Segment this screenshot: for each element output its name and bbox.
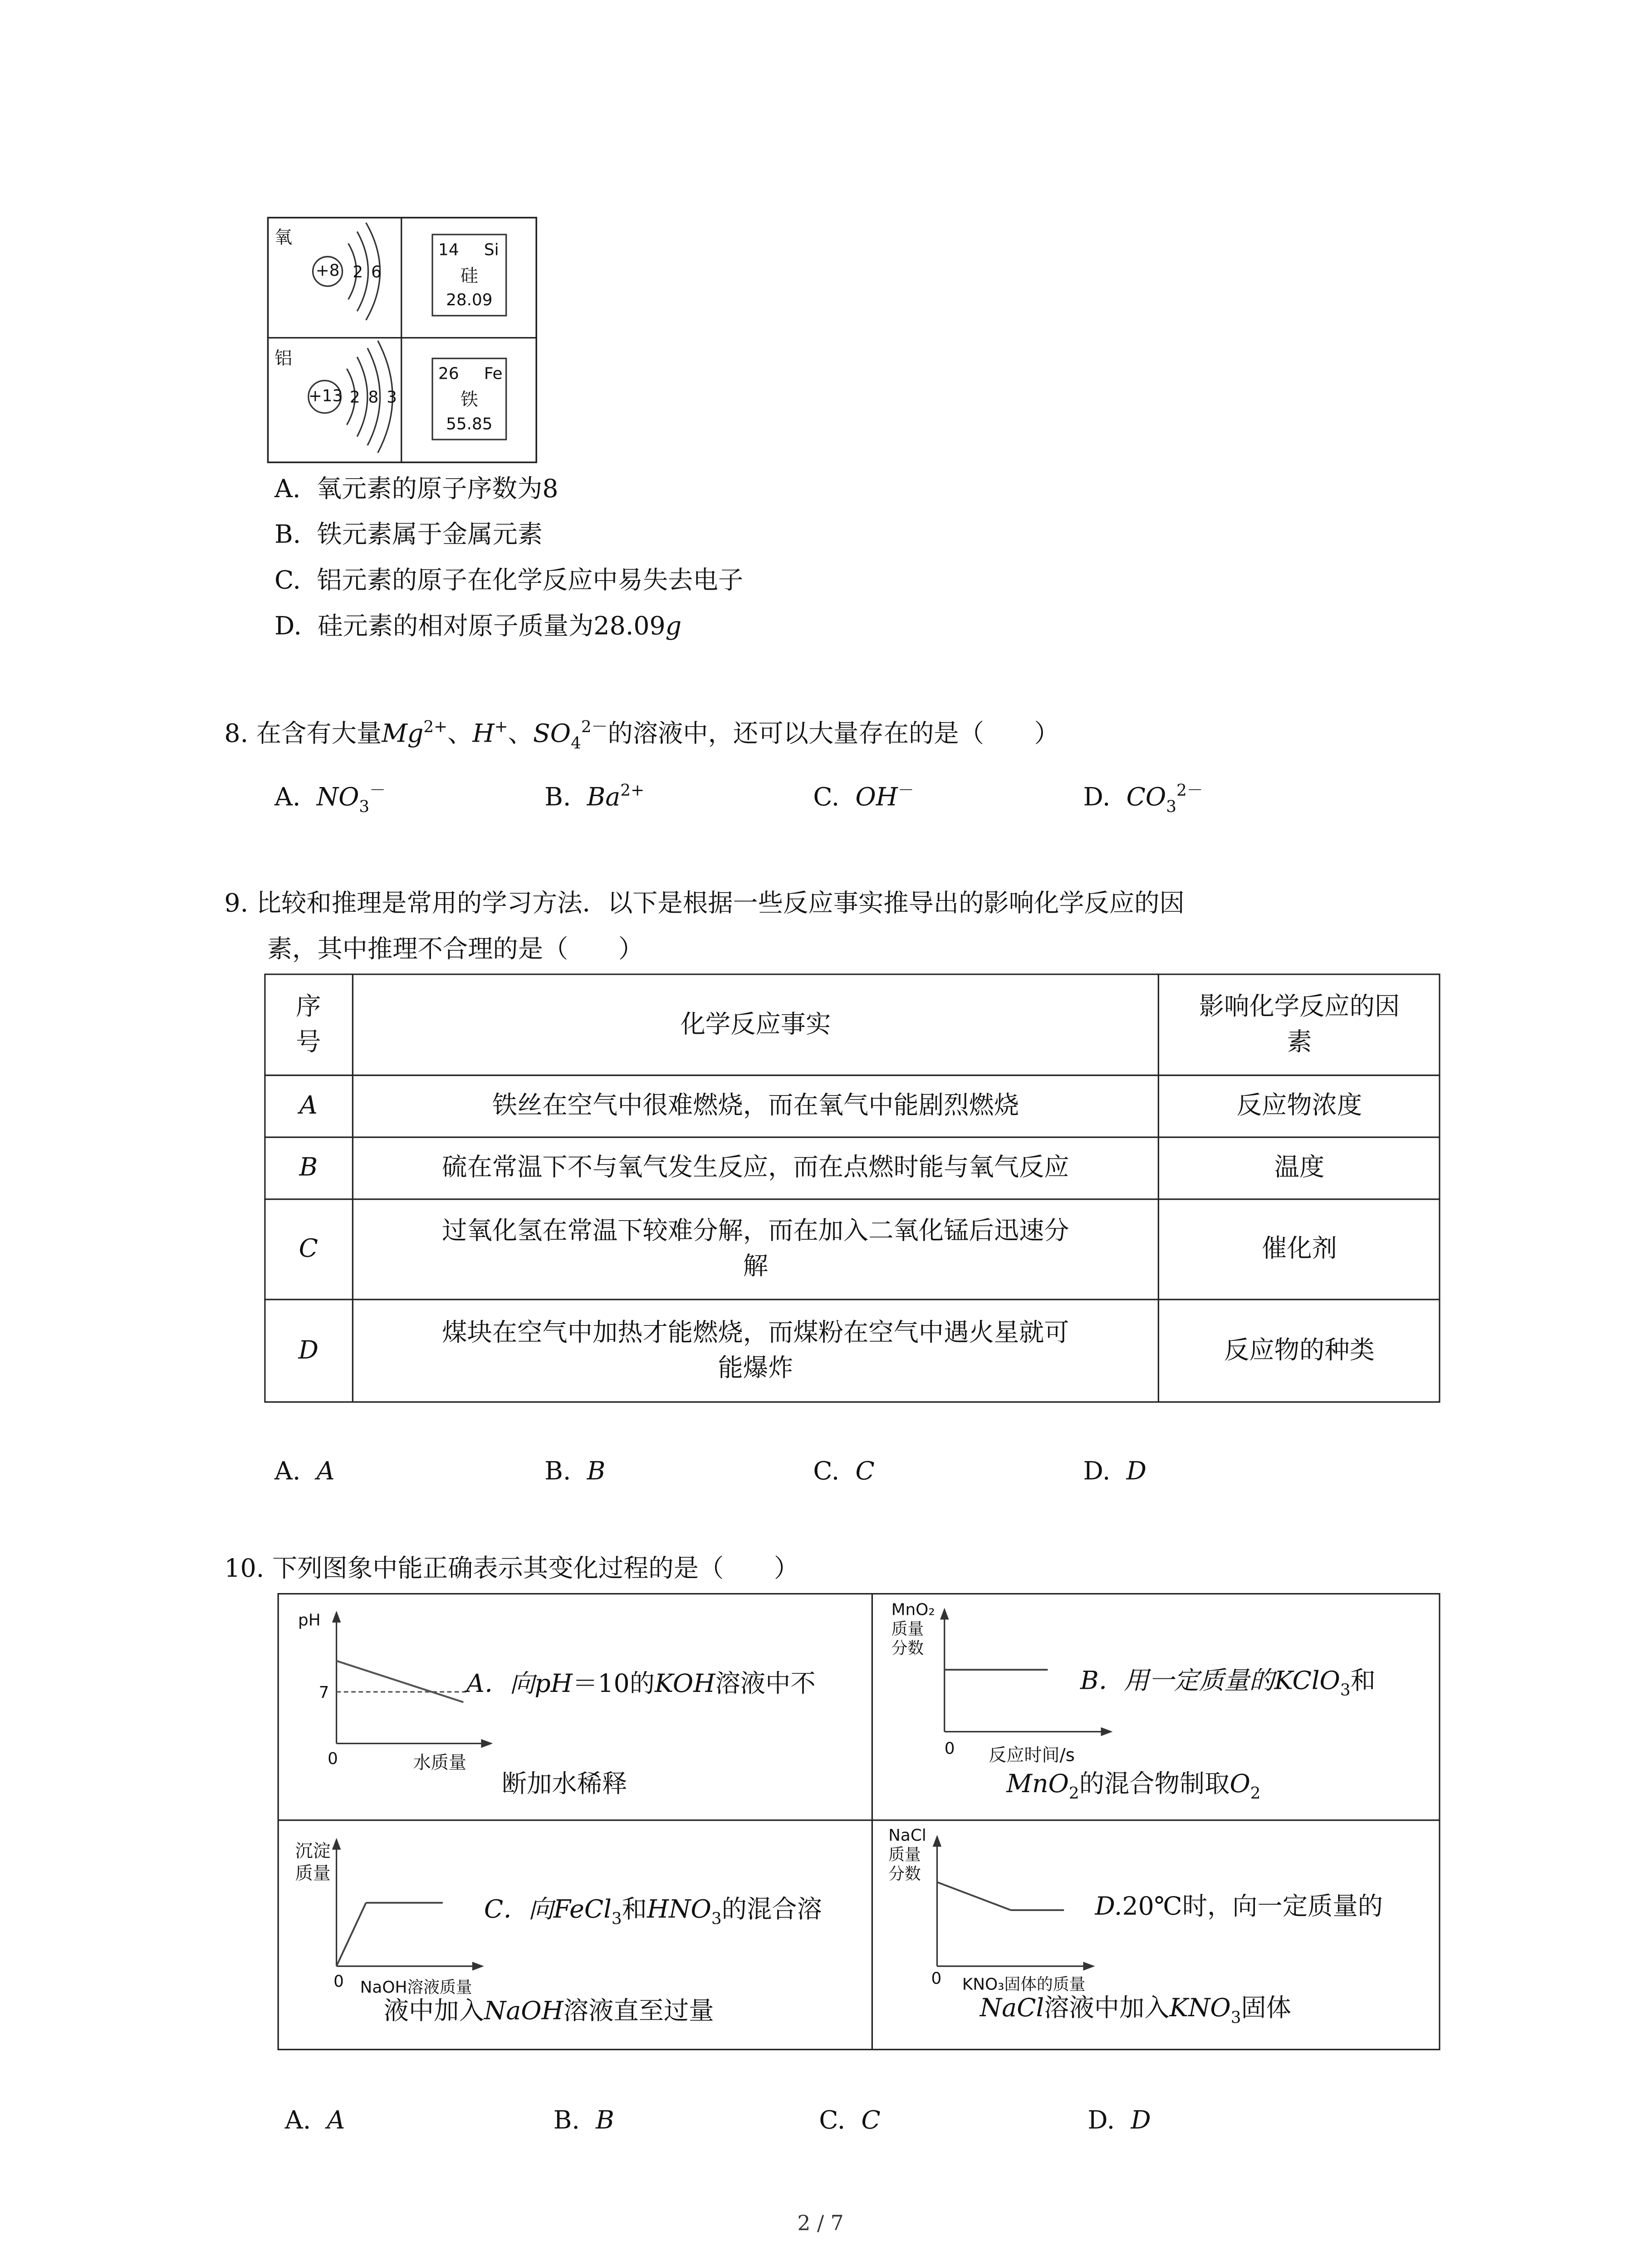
caption-text: A．向	[466, 1670, 535, 1700]
page-number: 2 / 7	[797, 2212, 844, 2236]
fact-line: 煤块在空气中加热才能燃烧，而煤粉在空气中遇火星就可	[442, 1319, 1069, 1349]
option-formula: CO	[1126, 783, 1166, 813]
caption-text: 的混合溶	[721, 1895, 822, 1925]
row-c-factor: 催化剂	[1262, 1234, 1337, 1264]
ion-charge: +	[494, 717, 508, 737]
q8-option-a[interactable]	[274, 781, 386, 816]
caption-text: KNO	[1169, 1994, 1231, 2024]
q10-option-a[interactable]	[285, 2107, 345, 2136]
option-charge: 2+	[620, 781, 645, 800]
separator: 、	[447, 719, 473, 749]
option-letter: C.	[813, 1457, 840, 1487]
q9-option-b[interactable]	[544, 1457, 605, 1487]
fact-line: 能爆炸	[718, 1354, 794, 1384]
caption-subscript: 3	[1340, 1681, 1351, 1700]
caption-subscript: 3	[611, 1909, 622, 1929]
aluminum-shells: 2 8 3	[349, 388, 399, 407]
row-c-fact	[353, 1199, 1158, 1300]
stem-text: 下列图象中能正确表示其变化过程的是（ ）	[272, 1554, 799, 1584]
ion-so4: SO	[533, 719, 571, 749]
option-text: 氧元素的原子序数为8	[316, 475, 558, 505]
option-letter: C.	[813, 783, 840, 813]
q10-option-b[interactable]	[554, 2107, 614, 2136]
header-text: 号	[296, 1027, 321, 1057]
row-b-id: B	[299, 1153, 318, 1183]
graph-a-origin: 0	[328, 1749, 338, 1769]
option-formula: NO	[316, 783, 359, 813]
caption-text: D.	[1095, 1892, 1122, 1922]
graph-d-ylabel	[888, 1826, 926, 1884]
graph-b-origin: 0	[944, 1739, 955, 1759]
row-d-id: D	[298, 1336, 318, 1366]
element-figure	[267, 217, 537, 463]
q10-stem	[224, 1554, 799, 1584]
q10-graph-table	[278, 1593, 1440, 2050]
caption-text: 和	[622, 1895, 647, 1925]
header-text: 素	[1287, 1027, 1312, 1057]
q7-option-b[interactable]	[274, 521, 543, 550]
header-text: 影响化学反应的因	[1199, 992, 1400, 1022]
caption-text: 的混合物制取	[1079, 1770, 1230, 1800]
caption-text: pH	[534, 1670, 573, 1700]
option-letter: A.	[274, 783, 301, 813]
row-c-id: C	[299, 1234, 318, 1264]
caption-text: ＝10的	[573, 1670, 655, 1700]
graph-d-caption-line2	[980, 1994, 1292, 2028]
row-d-fact	[353, 1300, 1158, 1403]
graph-a-caption-line1	[466, 1670, 816, 1699]
option-letter: A.	[284, 2106, 311, 2136]
silicon-symbol: Si	[484, 240, 499, 260]
iron-name: 铁	[460, 389, 478, 411]
ylabel-line: NaCl	[888, 1826, 926, 1846]
graph-c-caption-line1	[484, 1895, 822, 1929]
caption-text: B．用一定质量的	[1080, 1667, 1274, 1696]
option-value: D	[1126, 1457, 1146, 1487]
fact-line: 过氧化氢在常温下较难分解，而在加入二氧化锰后迅速分	[442, 1217, 1069, 1246]
caption-text: 20℃时，向一定质量的	[1122, 1892, 1383, 1922]
silicon-number: 14	[438, 240, 459, 260]
caption-text: 溶液中加入	[1044, 1994, 1170, 2024]
ylabel-line: 质量	[891, 1619, 924, 1639]
stem-text: 在含有大量	[256, 719, 382, 749]
option-formula: Ba	[587, 783, 621, 813]
oxygen-nucleus: +8	[315, 261, 340, 280]
q9-table	[264, 973, 1440, 1403]
graph-a-caption-line2: 断加水稀释	[501, 1770, 627, 1800]
option-unit: g	[665, 612, 682, 642]
iron-mass: 55.85	[446, 414, 493, 434]
graph-d-caption-line1	[1095, 1892, 1383, 1922]
oxygen-name: 氧	[274, 227, 293, 248]
caption-text: KClO	[1274, 1667, 1340, 1696]
caption-text: C．向	[484, 1895, 554, 1925]
graph-b-ylabel	[892, 1600, 935, 1658]
q9-option-a[interactable]	[274, 1457, 335, 1487]
graph-c-caption-line2	[384, 1997, 714, 2027]
ion-h: H	[472, 719, 495, 749]
caption-text: 溶液中不	[715, 1670, 816, 1700]
graph-c-origin: 0	[333, 1972, 344, 1991]
option-letter: D.	[1083, 783, 1111, 813]
graph-c-ylabel	[295, 1841, 331, 1885]
option-letter: D.	[1087, 2106, 1115, 2136]
option-value: B	[587, 1457, 606, 1487]
row-b-factor: 温度	[1274, 1153, 1325, 1183]
separator: 、	[508, 719, 533, 749]
caption-text: KOH	[655, 1670, 715, 1700]
ylabel-line: 分数	[888, 1864, 921, 1884]
q7-option-a[interactable]	[274, 475, 558, 504]
silicon-name: 硅	[460, 265, 478, 286]
ion-mg: Mg	[382, 719, 424, 749]
caption-subscript: 3	[1230, 2008, 1241, 2028]
option-letter: C.	[274, 566, 301, 596]
caption-text: 固体	[1241, 1994, 1292, 2024]
option-value: B	[596, 2106, 614, 2136]
q10-option-d[interactable]	[1087, 2107, 1151, 2136]
graph-d-origin: 0	[931, 1969, 942, 1989]
graph-a-ylabel: pH	[298, 1610, 321, 1630]
header-index	[264, 973, 353, 1075]
option-charge: 2－	[1176, 781, 1203, 800]
question-number: 9.	[224, 889, 249, 919]
q8-option-b[interactable]	[544, 783, 644, 813]
option-value: D	[1131, 2106, 1151, 2136]
caption-text: HNO	[647, 1895, 711, 1925]
option-text: 铁元素属于金属元素	[317, 520, 543, 550]
q9-stem-line2: 素，其中推理不合理的是（ ）	[267, 935, 644, 965]
caption-subscript: 2	[1068, 1784, 1079, 1803]
aluminum-nucleus: +13	[308, 386, 343, 406]
option-text: 硅元素的相对原子质量为28.09	[318, 612, 666, 642]
option-letter: D.	[1083, 1457, 1111, 1487]
stem-text: 的溶液中，还可以大量存在的是（ ）	[607, 719, 1059, 749]
option-value: A	[327, 2106, 345, 2136]
option-letter: B.	[274, 520, 301, 550]
question-number: 10.	[224, 1554, 265, 1584]
aluminum-name: 铝	[274, 348, 293, 369]
stem-text: 比较和推理是常用的学习方法．以下是根据一些反应事实推导出的影响化学反应的因	[256, 889, 1185, 919]
row-a-factor: 反应物浓度	[1236, 1091, 1362, 1121]
caption-text: NaCl	[980, 1994, 1044, 2024]
header-fact: 化学反应事实	[680, 1009, 831, 1039]
row-a-fact: 铁丝在空气中很难燃烧，而在氧气中能剧烈燃烧	[492, 1091, 1019, 1121]
q8-option-c[interactable]	[813, 783, 914, 813]
ylabel-line: 质量	[888, 1845, 921, 1865]
option-value: C	[855, 1457, 875, 1487]
header-factor	[1158, 973, 1440, 1075]
option-charge: －	[369, 781, 386, 800]
row-d-factor: 反应物的种类	[1224, 1336, 1375, 1366]
option-letter: D.	[274, 612, 302, 642]
iron-symbol: Fe	[484, 364, 503, 384]
caption-text: 和	[1350, 1667, 1376, 1696]
graph-c-plot	[332, 1838, 484, 1971]
graph-b-caption-line1	[1080, 1667, 1376, 1700]
option-formula: OH	[855, 783, 898, 813]
option-letter: B.	[544, 783, 571, 813]
caption-text: 溶液直至过量	[563, 1997, 714, 2027]
graph-a-tick7: 7	[318, 1683, 329, 1702]
ylabel-line: 沉淀	[295, 1841, 331, 1862]
silicon-mass: 28.09	[446, 290, 493, 310]
ion-charge: 2+	[423, 717, 448, 737]
option-value: A	[316, 1457, 335, 1487]
graph-d-plot	[933, 1835, 1095, 1970]
option-text: 铝元素的原子在化学反应中易失去电子	[317, 566, 744, 596]
ion-charge: 2－	[581, 717, 608, 737]
q9-option-c[interactable]	[813, 1457, 874, 1487]
caption-subscript: 2	[1250, 1784, 1261, 1803]
caption-text: MnO	[1006, 1770, 1069, 1800]
caption-subscript: 3	[711, 1909, 722, 1929]
option-charge: －	[897, 781, 914, 800]
graph-a-xlabel: 水质量	[413, 1752, 466, 1773]
q7-option-d[interactable]	[274, 612, 681, 641]
option-letter: A.	[274, 475, 301, 505]
ylabel-line: 分数	[891, 1638, 924, 1658]
graph-b-xlabel: 反应时间/s	[989, 1745, 1075, 1766]
caption-text: 液中加入	[383, 1997, 484, 2027]
option-subscript: 3	[1166, 797, 1177, 816]
oxygen-shells: 2 6	[353, 262, 383, 282]
q8-option-d[interactable]	[1083, 781, 1203, 816]
q9-option-d[interactable]	[1083, 1457, 1146, 1487]
option-letter: A.	[274, 1457, 301, 1487]
q9-stem-line1	[224, 890, 1184, 919]
row-b-fact: 硫在常温下不与氧气发生反应，而在点燃时能与氧气反应	[442, 1153, 1069, 1183]
row-a-id: A	[299, 1091, 318, 1121]
option-letter: B.	[544, 1457, 571, 1487]
iron-number: 26	[438, 364, 459, 384]
graph-b-caption-line2	[1006, 1770, 1261, 1803]
q8-stem	[224, 717, 1059, 753]
graph-d-xlabel: KNO₃固体的质量	[962, 1975, 1086, 1994]
option-subscript: 3	[359, 797, 370, 816]
option-letter: C.	[819, 2106, 846, 2136]
ion-subscript: 4	[571, 733, 581, 753]
q7-option-c[interactable]	[274, 567, 743, 596]
fact-line: 解	[743, 1252, 769, 1282]
caption-text: FeCl	[553, 1895, 612, 1925]
option-letter: B.	[553, 2106, 580, 2136]
caption-text: O	[1230, 1770, 1250, 1800]
header-text: 序	[296, 992, 321, 1022]
graph-c-xlabel: NaOH溶液质量	[360, 1978, 472, 1997]
ylabel-line: MnO₂	[891, 1600, 935, 1620]
question-number: 8.	[224, 719, 249, 749]
option-value: C	[861, 2106, 881, 2136]
ylabel-line: 质量	[295, 1863, 331, 1884]
q10-option-c[interactable]	[819, 2107, 880, 2136]
caption-text: NaOH	[484, 1997, 563, 2027]
